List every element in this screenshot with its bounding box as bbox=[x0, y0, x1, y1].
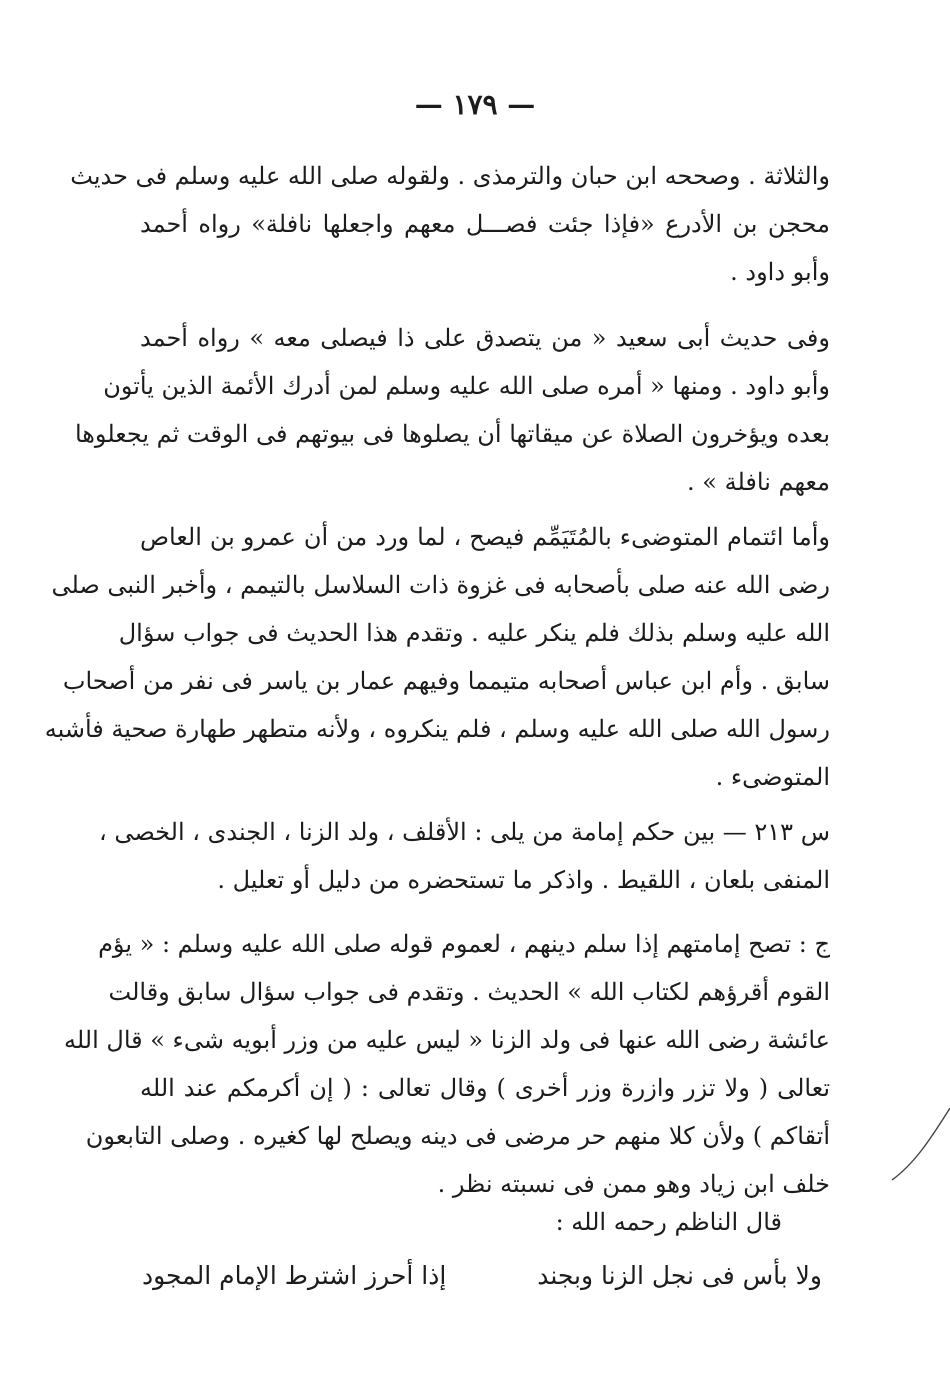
text-line: المتوضىء . bbox=[715, 763, 830, 791]
question-213 bbox=[98, 808, 830, 904]
author-attribution: قال الناظم رحمه الله : bbox=[555, 1208, 782, 1236]
text-line: وفى حديث أبى سعيد « من يتصدق على ذا فيصلى معه » رواه أحمد bbox=[140, 324, 830, 352]
text-line: وأبو داود . bbox=[730, 258, 830, 286]
margin-pencil-mark bbox=[890, 1100, 950, 1200]
text-line: عائشة رضى الله عنها فى ولد الزنا « ليس عليه من وزر أبويه شىء » قال الله bbox=[63, 1026, 830, 1054]
paragraph-tayammum bbox=[44, 513, 830, 801]
text-line: ج : تصح إمامتهم إذا سلم دينهم ، لعموم قوله صلى الله عليه وسلم : « يؤم bbox=[98, 930, 830, 958]
text-line: المنفى بلعان ، اللقيط . واذكر ما تستحضره من دليل أو تعليل . bbox=[217, 866, 830, 894]
text-line: رسول الله صلى الله عليه وسلم ، فلم ينكروه ، ولأنه متطهر طهارة صحية فأشبه bbox=[44, 715, 830, 743]
text-line: والثلاثة . وصححه ابن حبان والترمذى . ولقوله صلى الله عليه وسلم فى حديث bbox=[70, 162, 830, 190]
text-line: سابق . وأم ابن عباس أصحابه متيمما وفيهم عمار بن ياسر فى نفر من أصحاب bbox=[62, 667, 830, 695]
text-line: الله عليه وسلم بذلك فلم ينكر عليه . وتقدم هذا الحديث فى جواب سؤال bbox=[118, 619, 830, 647]
page-number: — ١٧٩ — bbox=[414, 88, 536, 121]
paragraph-hadith-abu-said bbox=[74, 314, 830, 506]
text-line: وأبو داود . ومنها « أمره صلى الله عليه وسلم لمن أدرك الأئمة الذين يأتون bbox=[103, 372, 830, 400]
paragraph-hadith-mihjan bbox=[70, 152, 830, 296]
text-line: أتقاكم ) ولأن كلا منهم حر مرضى فى دينه ويصلح لها كغيره . وصلى التابعون bbox=[85, 1122, 830, 1150]
text-line: خلف ابن زياد وهو ممن فى نسبته نظر . bbox=[437, 1170, 830, 1198]
text-line: معهم نافلة » . bbox=[687, 468, 830, 496]
text-line: بعده ويؤخرون الصلاة عن ميقاتها أن يصلوها فى بيوتهم فى الوقت ثم يجعلوها bbox=[74, 420, 830, 448]
text-line: محجن بن الأدرع «فإذا جئت فصـــل معهم واجعلها نافلة» رواه أحمد bbox=[140, 210, 830, 238]
verse-first-hemistich: ولا بأس فى نجل الزنا وبجند bbox=[537, 1261, 822, 1290]
poetry-verse bbox=[142, 1246, 822, 1306]
text-line: القوم أقرؤهم لكتاب الله » الحديث . وتقدم فى جواب سؤال سابق وقالت bbox=[108, 978, 830, 1006]
text-line: س ٢١٣ — بين حكم إمامة من يلى : الأقلف ، ولد الزنا ، الجندى ، الخصى ، bbox=[98, 818, 830, 846]
verse-second-hemistich: إذا أحرز اشترط الإمام المجود bbox=[142, 1261, 447, 1290]
text-line: رضى الله عنه صلى بأصحابه فى غزوة ذات السلاسل بالتيمم ، وأخبر النبى صلى bbox=[51, 571, 830, 599]
text-line: وأما ائتمام المتوضىء بالمُتَيَمِّم فيصح ، لما ورد من أن عمرو بن العاص bbox=[140, 523, 830, 551]
text-line: تعالى ( ولا تزر وازرة وزر أخرى ) وقال تعالى : ( إن أكرمكم عند الله bbox=[140, 1074, 830, 1102]
answer-213 bbox=[63, 920, 830, 1208]
